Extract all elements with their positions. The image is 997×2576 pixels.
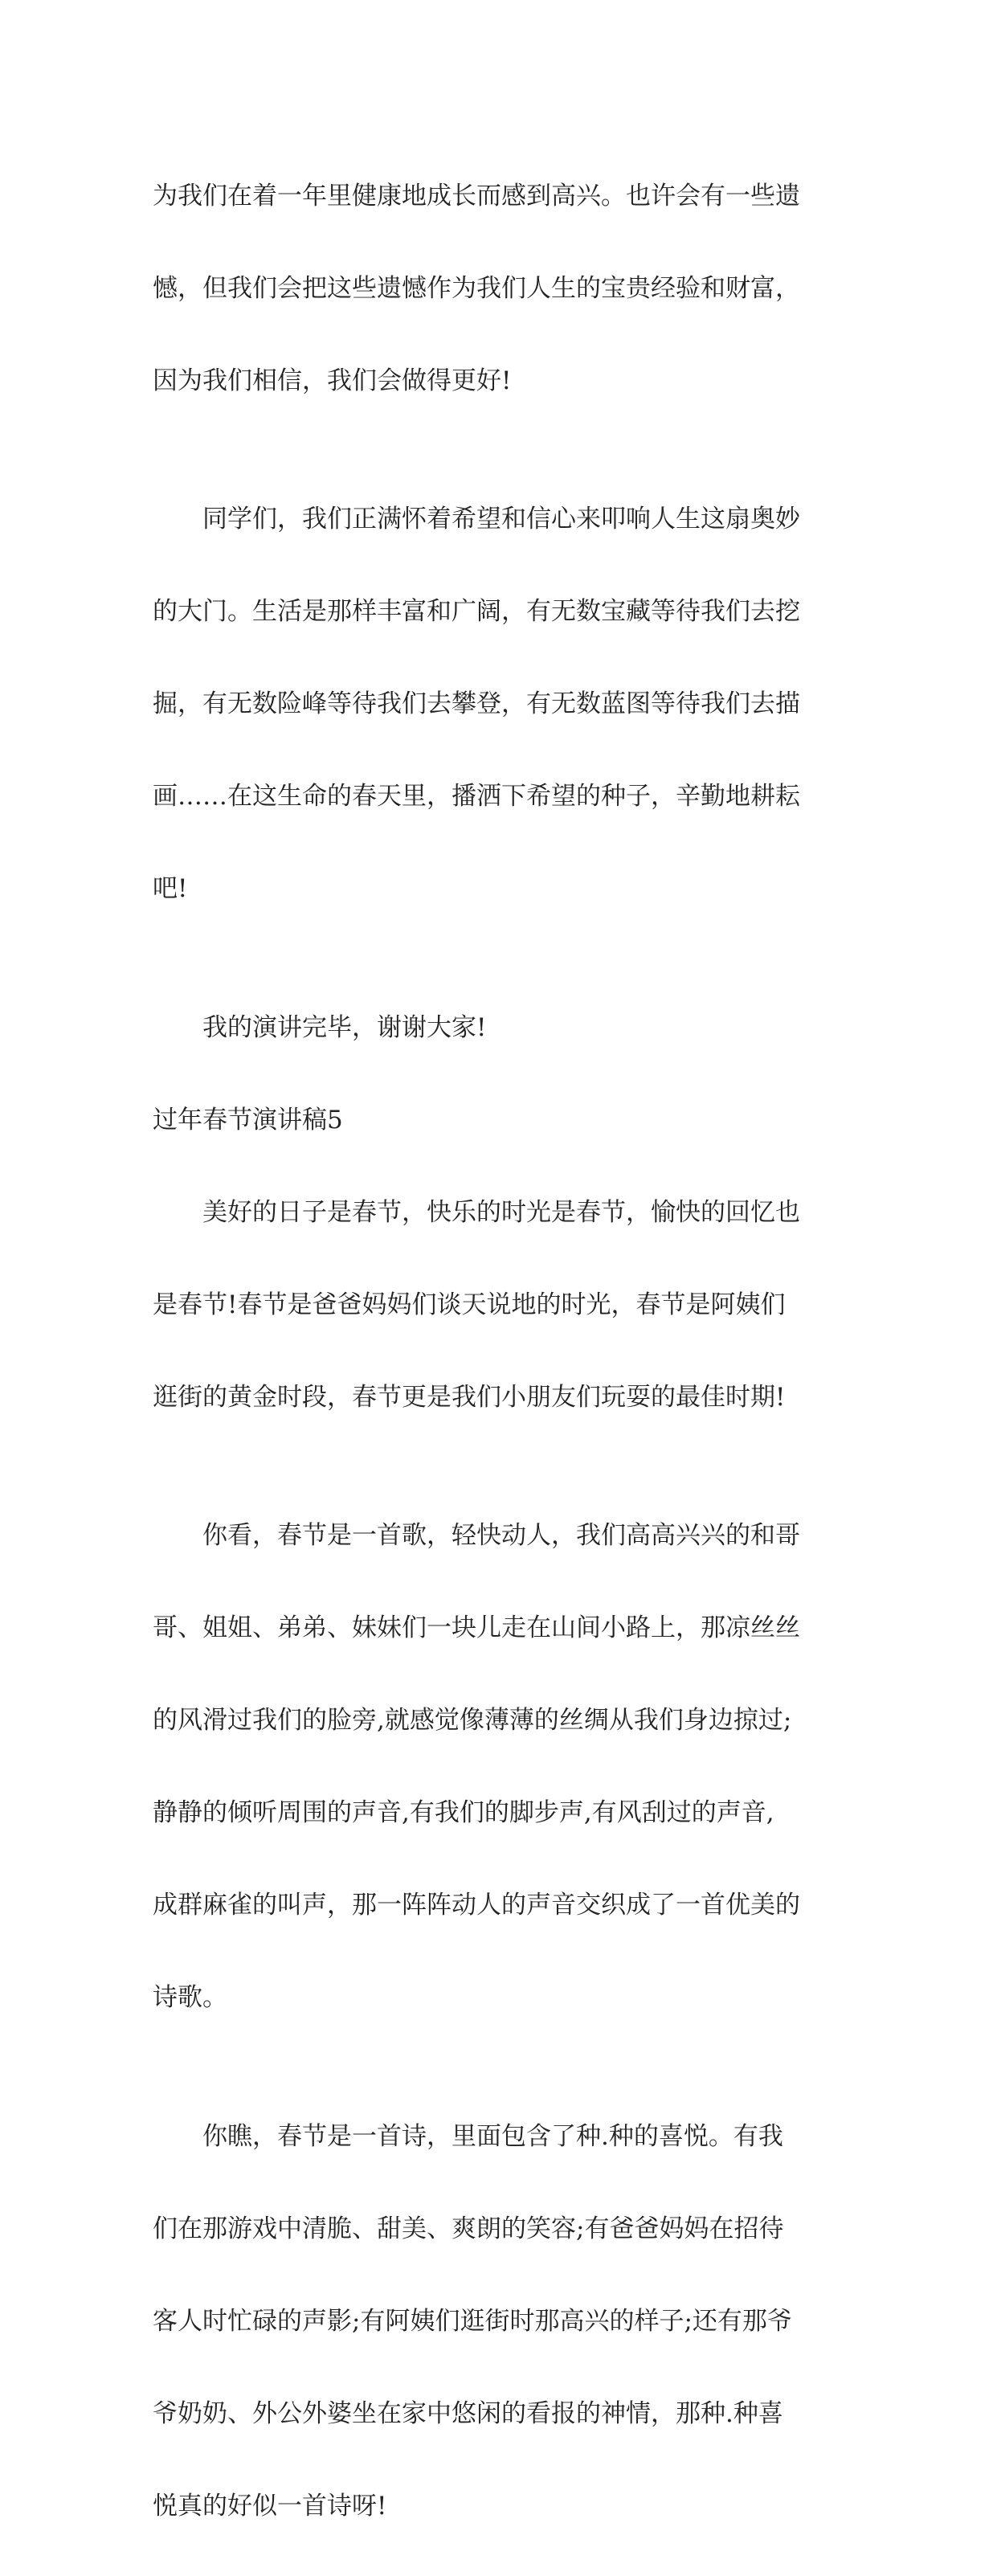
paragraph-line: 诗歌。 xyxy=(153,1983,227,2012)
paragraph-line: 的风滑过我们的脸旁,就感觉像薄薄的丝绸从我们身边掠过; xyxy=(153,1706,792,1735)
paragraph-line: 们在那游戏中清脆、甜美、爽朗的笑容;有爸爸妈妈在招待 xyxy=(153,2214,784,2243)
paragraph-line: 你瞧，春节是一首诗，里面包含了种.种的喜悦。有我 xyxy=(202,2121,783,2151)
paragraph-line: 因为我们相信，我们会做得更好! xyxy=(153,366,512,395)
paragraph-line: 吧! xyxy=(153,874,188,903)
paragraph-line: 逛街的黄金时段，春节更是我们小朋友们玩耍的最佳时期! xyxy=(153,1382,786,1412)
paragraph-2 xyxy=(153,451,856,959)
paragraph-line: 是春节!春节是爸爸妈妈们谈天说地的时光，春节是阿姨们 xyxy=(153,1290,786,1319)
paragraph-5 xyxy=(153,1467,856,2068)
paragraph-line: 美好的日子是春节，快乐的时光是春节，愉快的回忆也 xyxy=(202,1197,800,1227)
paragraph-line: 你看，春节是一首歌，轻快动人，我们高高兴兴的和哥 xyxy=(202,1521,800,1550)
section-heading: 过年春节演讲稿5 xyxy=(153,1105,343,1135)
paragraph-1 xyxy=(153,127,856,451)
paragraph-6 xyxy=(153,2067,856,2576)
paragraph-line: 画……在这生命的春天里，播洒下希望的种子，辛勤地耕耘 xyxy=(153,782,800,811)
paragraph-line: 我的演讲完毕，谢谢大家! xyxy=(202,1012,487,1042)
paragraph-line: 客人时忙碌的声影;有阿姨们逛街时那高兴的样子;还有那爷 xyxy=(153,2306,792,2336)
paragraph-line: 悦真的好似一首诗呀! xyxy=(153,2491,387,2521)
paragraph-line: 爷奶奶、外公外婆坐在家中悠闲的看报的神情，那种.种喜 xyxy=(153,2398,783,2428)
document-body xyxy=(153,127,856,2576)
paragraph-line: 成群麻雀的叫声，那一阵阵动人的声音交织成了一首优美的 xyxy=(153,1891,800,1920)
paragraph-line: 为我们在着一年里健康地成长而感到高兴。也许会有一些遗 xyxy=(153,181,800,211)
paragraph-line: 同学们，我们正满怀着希望和信心来叩响人生这扇奥妙 xyxy=(202,505,800,534)
paragraph-4 xyxy=(153,1143,856,1467)
paragraph-line: 的大门。生活是那样丰富和广阔，有无数宝藏等待我们去挖 xyxy=(153,597,800,626)
paragraph-line: 哥、姐姐、弟弟、妹妹们一块儿走在山间小路上，那凉丝丝 xyxy=(153,1613,800,1642)
paragraph-line: 静静的倾听周围的声音,有我们的脚步声,有风刮过的声音, xyxy=(153,1798,774,1827)
paragraph-3 xyxy=(153,959,856,1098)
paragraph-line: 掘，有无数险峰等待我们去攀登，有无数蓝图等待我们去描 xyxy=(153,689,800,718)
paragraph-line: 憾，但我们会把这些遗憾作为我们人生的宝贵经验和财富， xyxy=(153,273,800,303)
